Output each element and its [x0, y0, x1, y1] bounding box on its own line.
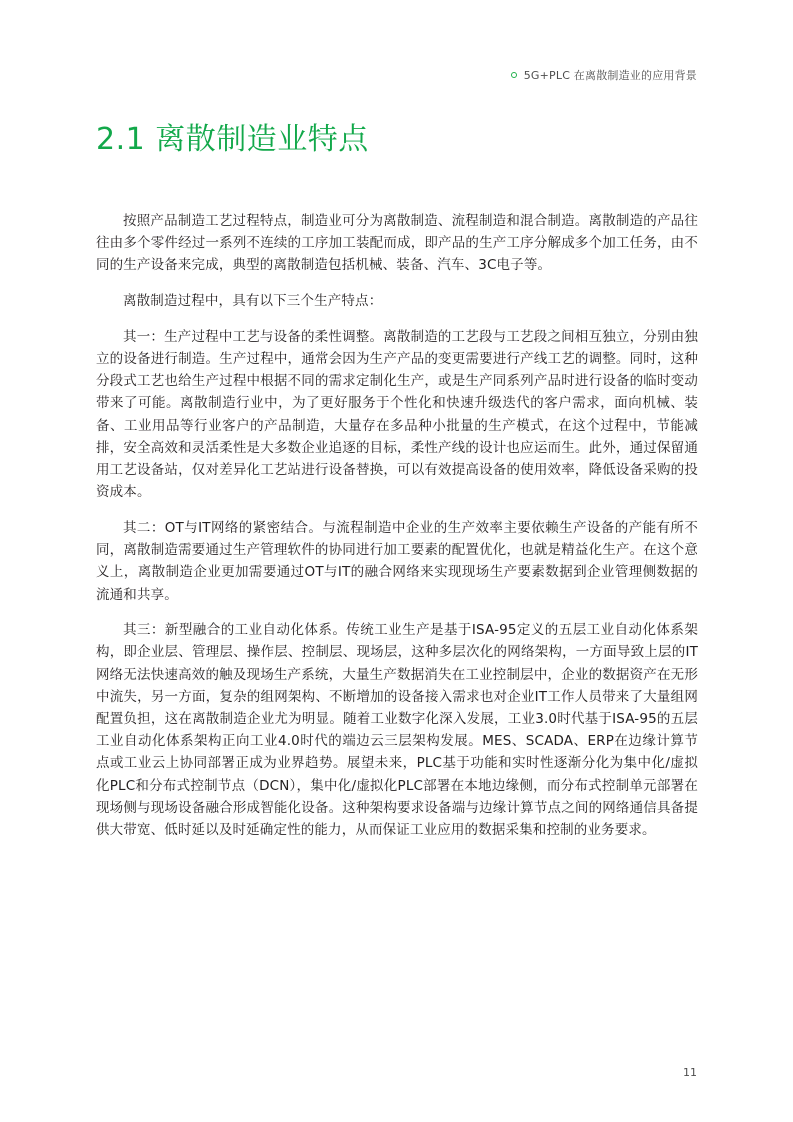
feature-2-text: OT与IT网络的紧密结合。与流程制造中企业的生产效率主要依赖生产设备的产能有所不同，离散制造需要通过生产管理软件的协同进行加工要素的配置优化，也就是精益化生产。在这个意义上，离散制造企业更加需要通过OT与IT的融合网络来实现现场生产要素数据到企业管理侧数据的流通和共享。 [96, 519, 698, 603]
feature-2-lead: 其二： [123, 519, 165, 536]
body-text [96, 210, 698, 855]
page-number: 11 [683, 1066, 697, 1079]
section-title: 2.1 离散制造业特点 [96, 122, 369, 157]
intro-paragraph: 按照产品制造工艺过程特点，制造业可分为离散制造、流程制造和混合制造。离散制造的产品往往由多个零件经过一系列不连续的工序加工装配而成，即产品的生产工序分解成多个加工任务，由不同的生产设备来完成，典型的离散制造包括机械、装备、汽车、3C电子等。 [96, 213, 698, 274]
circle-bullet-icon [511, 72, 517, 78]
feature-3-lead: 其三： [123, 622, 165, 639]
running-header [511, 68, 697, 82]
running-header-title: 5G+PLC 在离散制造业的应用背景 [523, 69, 697, 82]
feature-paragraph-1 [96, 326, 698, 504]
feature-paragraph-2 [96, 517, 698, 606]
feature-1-lead: 其一： [123, 328, 165, 345]
feature-paragraph-3 [96, 619, 698, 841]
summary-paragraph: 离散制造过程中，具有以下三个生产特点： [123, 293, 383, 310]
feature-1-text: 生产过程中工艺与设备的柔性调整。离散制造的工艺段与工艺段之间相互独立，分别由独立的设备进行制造。生产过程中，通常会因为生产产品的变更需要进行产线工艺的调整。同时，这种分段式工艺也给生产过程中根据不同的需求定制化生产，或是生产同系列产品时进行设备的临时变动带来了可能。离散制造行业中，为了更好服务于个性化和快速升级迭代的客户需求，面向机械、装备、工业用品等行业客户的产品制造，大量存在多品种小批量的生产模式，在这个过程中，节能减排，安全高效和灵活柔性是大多数企业追逐的目标，柔性产线的设计也应运而生。此外，通过保留通用工艺设备站，仅对差异化工艺站进行设备替换，可以有效提高设备的使用效率，降低设备采购的投资成本。 [96, 328, 698, 501]
feature-3-text: 新型融合的工业自动化体系。传统工业生产是基于ISA-95定义的五层工业自动化体系架构，即企业层、管理层、操作层、控制层、现场层，这种多层次化的网络架构，一方面导致上层的IT网络无法快速高效的触及现场生产系统，大量生产数据消失在工业控制层中，企业的数据资产在无形中流失，另一方面，复杂的组网架构、不断增加的设备接入需求也对企业IT工作人员带来了大量组网配置负担，这在离散制造企业尤为明显。随着工业数字化深入发展，工业3.0时代基于ISA-95的五层工业自动化体系架构正向工业4.0时代的端边云三层架构发展。MES、SCADA、ERP在边缘计算节点或工业云上协同部署正成为业界趋势。展望未来，PLC基于功能和实时性逐渐分化为集中化/虚拟化PLC和分布式控制节点（DCN），集中化/虚拟化PLC部署在本地边缘侧，而分布式控制单元部署在现场侧与现场设备融合形成智能化设备。这种架构要求设备端与边缘计算节点之间的网络通信具备提供大带宽、低时延以及时延确定性的能力，从而保证工业应用的数据采集和控制的业务要求。 [96, 622, 698, 839]
